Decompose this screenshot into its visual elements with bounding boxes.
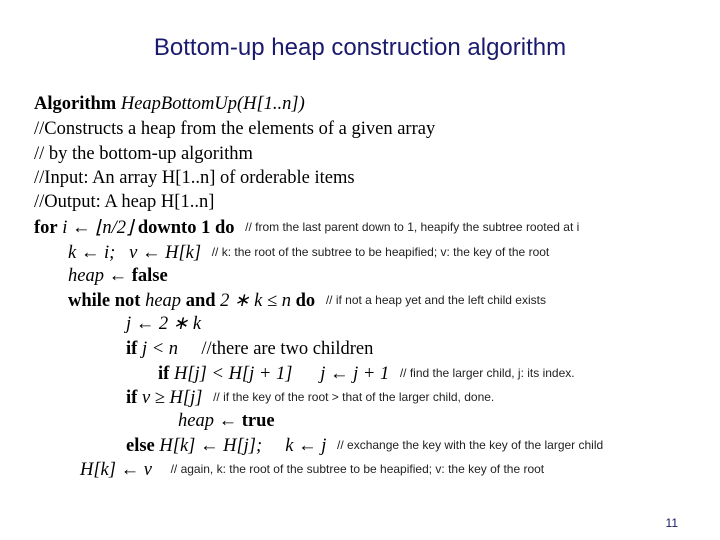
if-larger-child-line <box>158 362 575 385</box>
if-keyword: if <box>126 339 138 359</box>
assign-expression: k ← i; v ← H[k] <box>68 243 202 263</box>
if-keyword: if <box>158 364 170 384</box>
if-done-annotation: // if the key of the root > that of the larger child, done. <box>213 390 495 404</box>
comment-line-4: //Output: A heap H[1..n] <box>34 192 215 212</box>
final-assign: H[k] ← v <box>80 460 152 480</box>
comment-line-2: // by the bottom-up algorithm <box>34 144 253 164</box>
else-annotation: // exchange the key with the key of the larger child <box>337 438 604 452</box>
for-expression: i ← ⌊n/2⌋ <box>62 218 134 238</box>
comment-line-1: //Constructs a heap from the elements of a given array <box>34 119 436 139</box>
heap-true-variable: heap <box>178 411 214 431</box>
heap-false-line <box>68 265 168 287</box>
if-condition: j < n <box>137 339 183 359</box>
for-keyword: for <box>34 218 58 238</box>
j-assign-line <box>126 313 201 335</box>
else-line <box>126 434 603 457</box>
algorithm-header <box>34 93 305 115</box>
while-keyword: while not <box>68 291 141 311</box>
heap-variable: heap <box>68 266 104 286</box>
do-keyword: do <box>295 291 316 311</box>
else-expression: H[k] ← H[j]; k ← j <box>154 436 327 456</box>
if-done-line <box>126 386 494 409</box>
j-assign: j ← 2 ∗ k <box>126 314 202 334</box>
for-annotation: // from the last parent down to 1, heapify the subtree rooted at i <box>245 220 580 234</box>
heap-true-line <box>178 410 275 432</box>
while-annotation: // if not a heap yet and the left child exists <box>325 293 546 307</box>
if-keyword: if <box>126 388 138 408</box>
page-number: 11 <box>665 516 678 530</box>
if-larger-annotation: // find the larger child, j: its index. <box>399 366 575 380</box>
if-comment: //there are two children <box>201 339 374 359</box>
if-done-condition: v ≥ H[j] <box>137 388 203 408</box>
assign-annotation: // k: the root of the subtree to be heapified; v: the key of the root <box>211 245 550 259</box>
comment-line-3: //Input: An array H[1..n] of orderable items <box>34 168 355 188</box>
algorithm-keyword: Algorithm <box>34 94 117 114</box>
heap-true-assign: ← true <box>213 411 275 431</box>
final-assign-line <box>80 458 544 481</box>
if-two-children-line <box>126 338 373 360</box>
while-condition: 2 ∗ k ≤ n <box>215 291 296 311</box>
downto-keyword: downto 1 do <box>137 218 235 238</box>
assign-line <box>68 241 549 264</box>
slide-title: Bottom-up heap construction algorithm <box>153 34 567 61</box>
while-heap: heap <box>140 291 186 311</box>
and-keyword: and <box>185 291 216 311</box>
else-keyword: else <box>126 436 155 456</box>
for-line <box>34 216 579 239</box>
algorithm-signature: HeapBottomUp(H[1..n]) <box>120 94 305 114</box>
heap-false-assign: ← false <box>103 266 168 286</box>
while-line <box>68 289 546 312</box>
final-annotation: // again, k: the root of the subtree to be heapified; v: the key of the root <box>170 462 545 476</box>
if-larger-condition: H[j] < H[j + 1] j ← j + 1 <box>169 364 390 384</box>
